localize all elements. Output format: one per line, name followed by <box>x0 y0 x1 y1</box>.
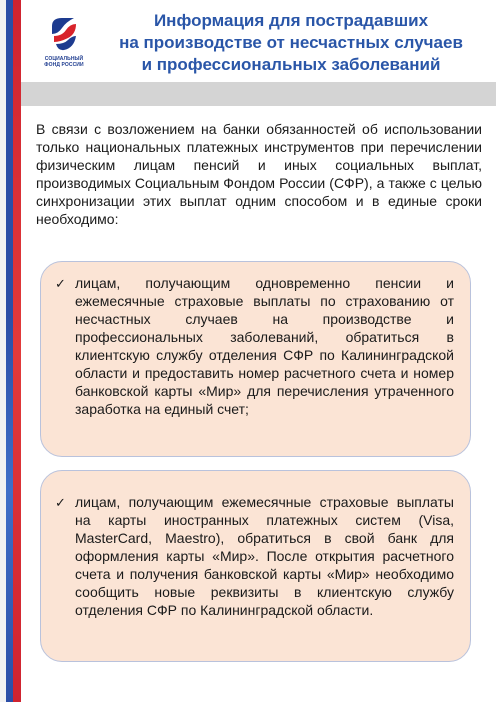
info-card-2 <box>40 470 471 662</box>
logo-text <box>34 56 94 68</box>
check-icon: ✓ <box>55 495 66 510</box>
sfr-logo <box>34 14 94 74</box>
left-stripe-red <box>13 0 21 702</box>
title-line-3: и профессиональных заболеваний <box>141 55 441 74</box>
sfr-logo-icon <box>44 14 84 54</box>
info-card-1 <box>40 261 471 457</box>
info-card-2-text: лицам, получающим ежемесячные страховые выплаты на карты иностранных платежных систем (Visa, MasterCard, Maestro), обратиться в свой банк для оформления карты «Мир». После открытия расчетного счета и получения банковской карты «Мир» необходимо сообщить новые реквизиты в клиентскую службу отделения СФР по Калининградской области. <box>75 494 454 618</box>
title-line-2: на производстве от несчастных случаев <box>119 33 463 52</box>
check-icon: ✓ <box>55 276 66 291</box>
header-divider-band <box>21 82 496 106</box>
logo-text-line2: ФОНД РОССИИ <box>44 62 84 68</box>
title-line-1: Информация для пострадавших <box>153 11 429 30</box>
info-card-1-text: лицам, получающим одновременно пенсии и ежемесячные страховые выплаты по страхованию от несчастных случаев на производстве и профессиональных заболеваний, обратиться в клиентскую службу отделения СФР по Калининградской области и предоставить номер расчетного счета и номер банковской карты «Мир» для перечисления утраченного заработка на единый счет; <box>75 275 454 417</box>
page-title <box>96 10 486 76</box>
intro-paragraph: В связи с возложением на банки обязанностей об использовании только национальных платежных инструментов при перечислении физическим лицам пенсий и иных социальных выплат, производимых Социальным Фондом России (СФР), а также с целью синхронизации этих выплат одним способом и в единые сроки необходимо: <box>36 121 482 227</box>
logo-text-line1: СОЦИАЛЬНЫЙ <box>44 56 84 62</box>
left-stripe-blue <box>6 0 13 702</box>
